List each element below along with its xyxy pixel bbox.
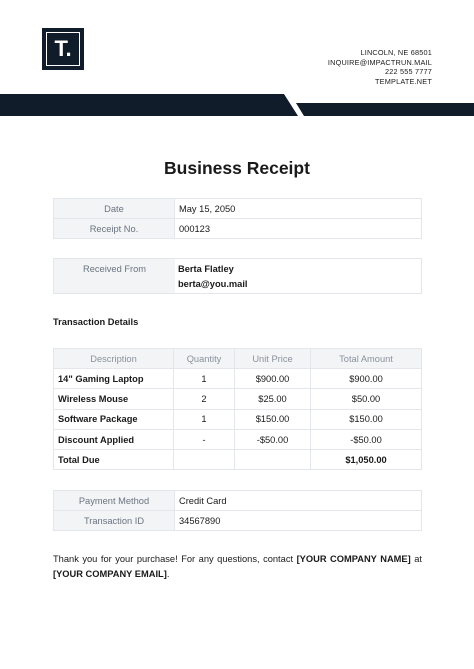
row-unit-price: $900.00 (235, 369, 311, 389)
contact-phone: 222 555 7777 (384, 67, 432, 76)
row-description: Software Package (54, 409, 174, 429)
payment-method-value: Credit Card (175, 491, 422, 511)
thank-you-note (53, 552, 422, 582)
header-band-left (0, 94, 298, 116)
date-value: May 15, 2050 (175, 199, 422, 219)
received-from-label: Received From (54, 259, 175, 293)
receipt-no-value: 000123 (175, 219, 422, 239)
row-total: $900.00 (311, 369, 422, 389)
company-logo (42, 28, 84, 70)
receipt-no-row (54, 219, 422, 239)
contact-email: INQUIRE@IMPACTRUN.MAIL (327, 57, 432, 67)
received-from-email: berta@you.mail (178, 279, 248, 289)
contact-address: LINCOLN, NE 68501 (360, 48, 432, 57)
header-band (0, 94, 474, 116)
col-unit-price-header: Unit Price (235, 349, 311, 369)
row-quantity: 2 (174, 389, 235, 409)
row-unit-price: -$50.00 (235, 429, 311, 449)
transaction-id-label: Transaction ID (54, 511, 175, 531)
transaction-id-value: 34567890 (175, 511, 422, 531)
col-total-header: Total Amount (311, 349, 422, 369)
row-description: Discount Applied (54, 429, 174, 449)
note-company-email: [YOUR COMPANY EMAIL] (53, 569, 167, 579)
row-quantity: - (174, 429, 235, 449)
transaction-details-heading: Transaction Details (53, 317, 139, 327)
logo-letter: T. (46, 32, 80, 66)
row-description: 14" Gaming Laptop (54, 369, 174, 389)
table-row (54, 429, 422, 449)
date-row (54, 199, 422, 219)
transaction-header-row (54, 349, 422, 369)
received-from-name: Berta Flatley (178, 264, 234, 274)
payment-method-label: Payment Method (54, 491, 175, 511)
received-from-box (53, 258, 422, 294)
note-text-3: . (166, 569, 170, 579)
note-text-1: Thank you for your purchase! For any questions, contact (53, 554, 297, 564)
table-row (54, 389, 422, 409)
total-empty-cell (235, 450, 311, 470)
row-total: $50.00 (311, 389, 422, 409)
row-total: -$50.00 (311, 429, 422, 449)
total-label: Total Due (54, 450, 174, 470)
contact-info (328, 48, 432, 86)
note-company-name: [YOUR COMPANY NAME] (296, 554, 411, 564)
receipt-meta-table (53, 198, 422, 239)
col-description-header: Description (54, 349, 174, 369)
total-value: $1,050.00 (311, 450, 422, 470)
total-empty-cell (174, 450, 235, 470)
row-quantity: 1 (174, 369, 235, 389)
row-total: $150.00 (311, 409, 422, 429)
receipt-no-label: Receipt No. (54, 219, 175, 239)
payment-table (53, 490, 422, 531)
page-title: Business Receipt (164, 158, 310, 178)
contact-website: TEMPLATE.NET (375, 76, 432, 86)
row-quantity: 1 (174, 409, 235, 429)
transaction-id-row (54, 511, 422, 531)
transaction-table (53, 348, 422, 470)
table-row (54, 409, 422, 429)
payment-method-row (54, 491, 422, 511)
row-unit-price: $25.00 (235, 389, 311, 409)
total-row (54, 450, 422, 470)
col-quantity-header: Quantity (174, 349, 235, 369)
row-unit-price: $150.00 (235, 409, 311, 429)
note-text-2: at (410, 554, 422, 564)
table-row (54, 369, 422, 389)
row-description: Wireless Mouse (54, 389, 174, 409)
date-label: Date (54, 199, 175, 219)
header-band-right-stripe (296, 103, 474, 116)
